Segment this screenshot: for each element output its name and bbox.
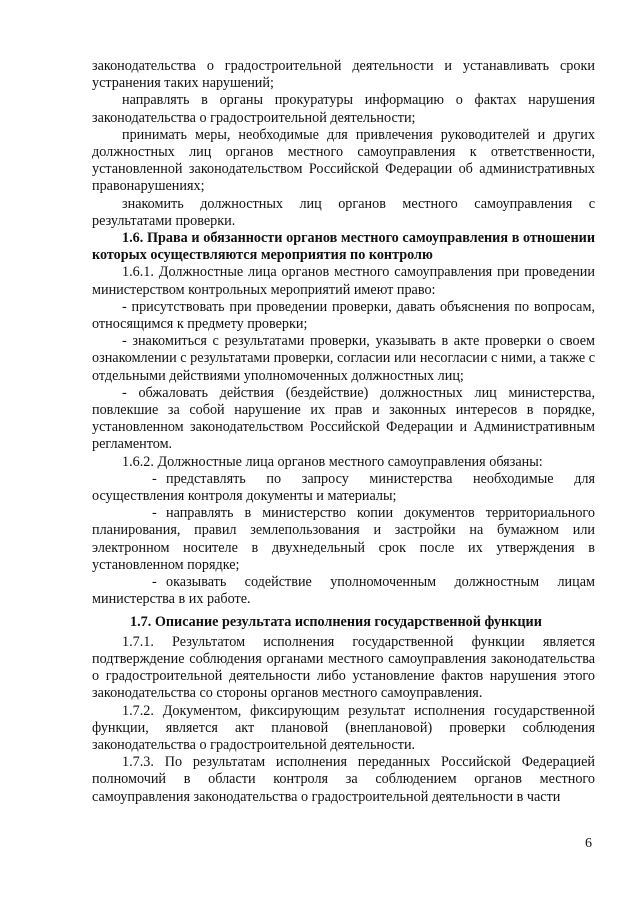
duties-item-text: представлять по запросу министерства необходимые для осуществления контроля документы и материалы;	[92, 470, 595, 505]
paragraph-1-7-2: 1.7.2. Документом, фиксирующим результат исполнения государственной функции, является акт плановой (внеплановой) проверки соблюдения законодательства о градостроительной деятельности.	[92, 702, 595, 753]
dash-mark: -	[152, 505, 157, 522]
dash-mark: -	[152, 574, 157, 591]
paragraph: направлять в органы прокуратуры информацию о фактах нарушения законодательства о градостроительной деятельности;	[92, 92, 595, 126]
section-heading-1-7: 1.7. Описание результата исполнения государственной функции	[130, 613, 542, 630]
paragraph: законодательства о градостроительной деятельности и устанавливать сроки устранения таких нарушений;	[92, 58, 595, 92]
paragraph-1-7-1: 1.7.1. Результатом исполнения государственной функции является подтверждение соблюдения органами местного самоуправления законодательства о градостроительной деятельности либо установление фактов нарушения этого законодательства со стороны органов местного самоуправления.	[92, 633, 595, 702]
duties-item	[92, 471, 595, 505]
document-body	[92, 58, 595, 806]
page-number: 6	[585, 836, 592, 851]
paragraph-1-6-2: 1.6.2. Должностные лица органов местного самоуправления обязаны:	[122, 453, 543, 470]
duties-item-text: оказывать содействие уполномоченным должностным лицам министерства в их работе.	[92, 574, 595, 608]
paragraph: принимать меры, необходимые для привлечения руководителей и других должностных лиц органов местного самоуправления к ответственности, установленной законодательством Российской Федерации об административных правонарушениях;	[92, 126, 595, 195]
paragraph-1-7-3: 1.7.3. По результатам исполнения переданных Российской Федерацией полномочий в области контроля за соблюдением органов местного самоуправления законодательства о градостроительной деятельности в части	[92, 754, 595, 805]
paragraph: знакомить должностных лиц органов местного самоуправления с результатами проверки.	[92, 195, 595, 229]
dash-mark: -	[152, 470, 157, 487]
duties-item-text: направлять в министерство копии документов территориального планирования, правил землепользования и застройки на бумажном или электронном носителе в двухнедельный срок после их утверждения в установленном порядке;	[92, 505, 595, 573]
paragraph-1-6-1: 1.6.1. Должностные лица органов местного самоуправления при проведении министерством контрольных мероприятий имеют право:	[92, 264, 595, 298]
duties-item	[92, 574, 595, 608]
rights-item: - обжаловать действия (бездействие) должностных лиц министерства, повлекшие за собой нарушение их прав и законных интересов в порядке, установленном законодательством Российской Федерации и Административным регламентом.	[92, 384, 595, 453]
rights-item: - присутствовать при проведении проверки, давать объяснения по вопросам, относящимся к предмету проверки;	[92, 298, 595, 333]
rights-item: - знакомиться с результатами проверки, указывать в акте проверки о своем ознакомлении с результатами проверки, согласии или несогласии с ними, а также с отдельными действиями уполномоченных должностных лиц;	[92, 333, 595, 384]
section-heading-1-6: 1.6. Права и обязанности органов местного самоуправления в отношении которых осуществляются мероприятия по контролю	[92, 230, 595, 264]
duties-item	[92, 505, 595, 574]
